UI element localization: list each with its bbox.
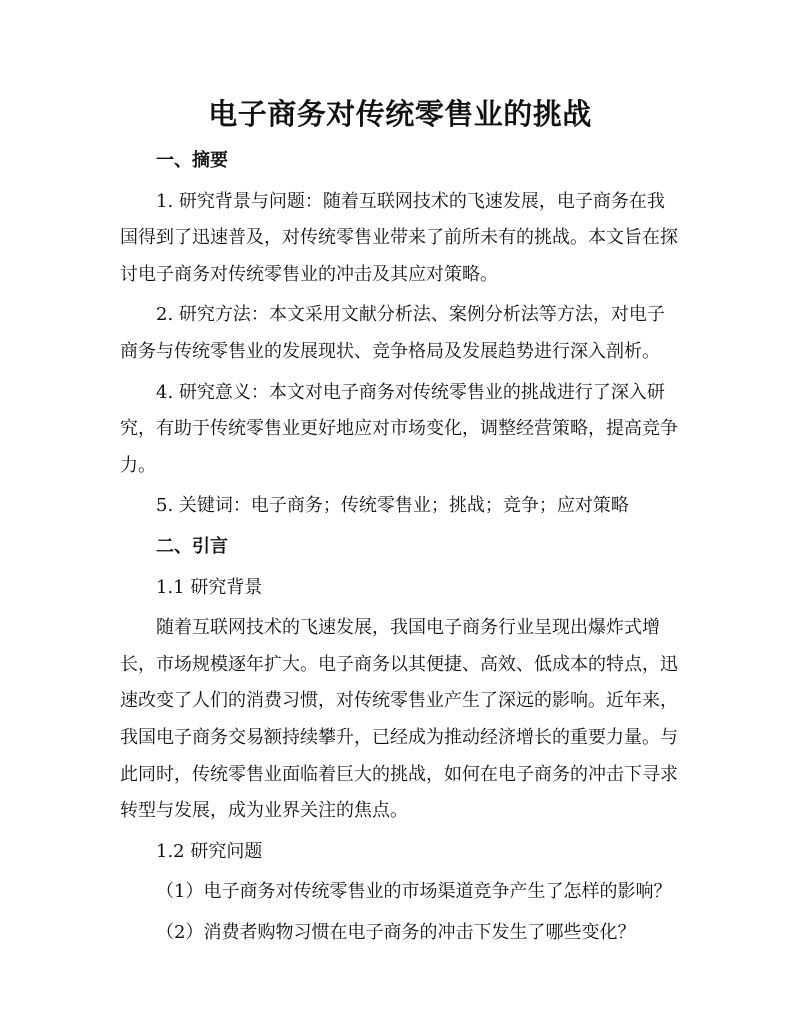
document-body <box>120 143 680 951</box>
abstract-item-background: 1. 研究背景与问题：随着互联网技术的飞速发展，电子商务在我国得到了迅速普及，对传统零售业带来了前所未有的挑战。本文旨在探讨电子商务对传统零售业的冲击及其应对策略。 <box>120 190 678 285</box>
subsection-heading-background: 1.1 研究背景 <box>156 576 263 598</box>
abstract-item-method: 2. 研究方法：本文采用文献分析法、案例分析法等方法，对电子商务与传统零售业的发展现状、竞争格局及发展趋势进行深入剖析。 <box>120 304 665 362</box>
background-paragraph: 随着互联网技术的飞速发展，我国电子商务行业呈现出爆炸式增长，市场规模逐年扩大。电子商务以其便捷、高效、低成本的特点，迅速改变了人们的消费习惯，对传统零售业产生了深远的影响。近年来，我国电子商务交易额持续攀升，已经成为推动经济增长的重要力量。与此同时，传统零售业面临着巨大的挑战，如何在电子商务的冲击下寻求转型与发展，成为业界关注的焦点。 <box>120 617 678 822</box>
section-heading-abstract: 一、摘要 <box>156 150 228 171</box>
subsection-heading-questions: 1.2 研究问题 <box>156 840 263 862</box>
question-item-1: （1）电子商务对传统零售业的市场渠道竞争产生了怎样的影响？ <box>156 881 672 903</box>
abstract-item-keywords: 5. 关键词：电子商务；传统零售业；挑战；竞争；应对策略 <box>156 495 629 517</box>
question-item-2: （2）消费者购物习惯在电子商务的冲击下发生了哪些变化？ <box>156 921 636 943</box>
document-title: 电子商务对传统零售业的挑战 <box>208 97 592 131</box>
abstract-item-significance: 4. 研究意义：本文对电子商务对传统零售业的挑战进行了深入研究，有助于传统零售业更好地应对市场变化，调整经营策略，提高竞争力。 <box>120 381 678 476</box>
section-heading-intro: 二、引言 <box>156 535 228 557</box>
